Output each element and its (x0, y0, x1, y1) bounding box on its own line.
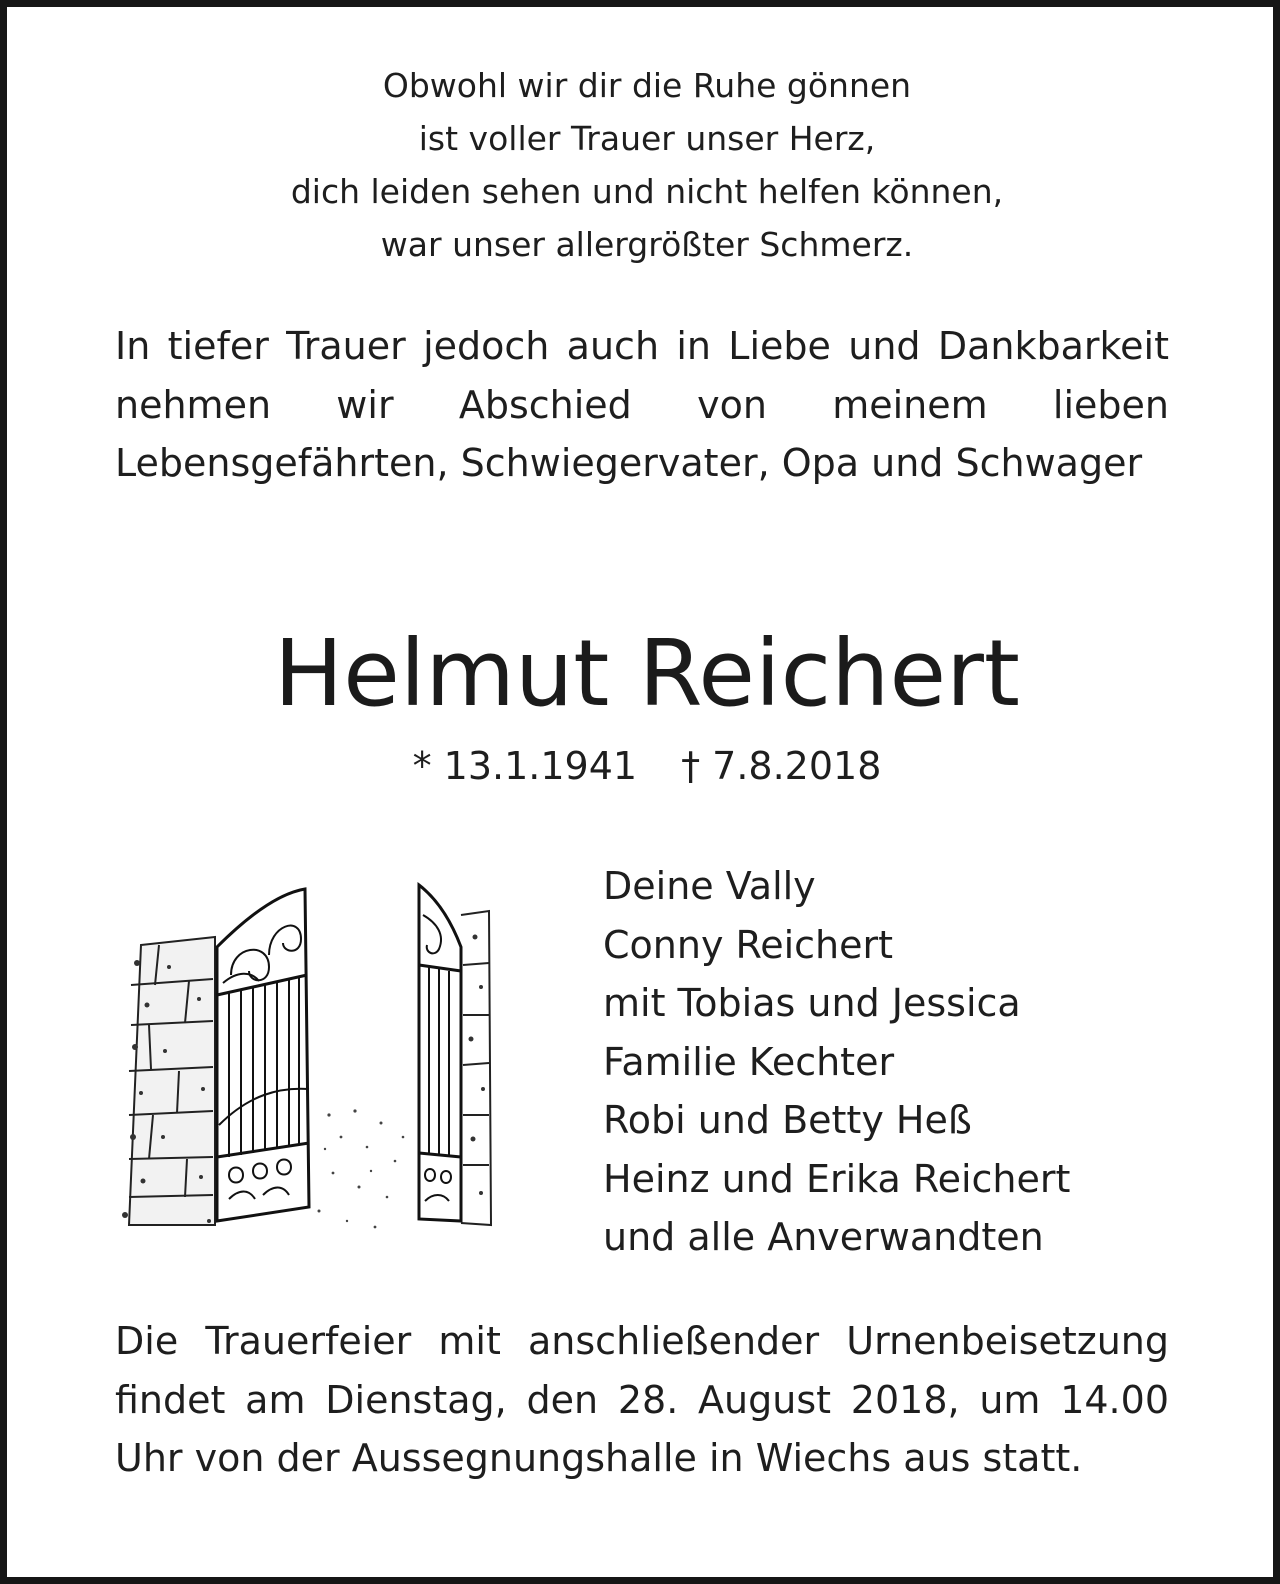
mourner-line: Conny Reichert (603, 922, 894, 967)
life-dates (7, 743, 1280, 789)
poem (7, 59, 1280, 271)
mourner-line: Deine Vally (603, 864, 816, 908)
poem-line: ist voller Trauer unser Herz, (418, 119, 876, 158)
birth-date: * 13.1.1941 (412, 744, 638, 788)
death-date: † 7.8.2018 (681, 744, 882, 788)
poem-line: Obwohl wir dir die Ruhe gönnen (382, 66, 912, 105)
mourner-line: mit Tobias und Jessica (603, 981, 1021, 1025)
intro-text: In tiefer Trauer jedoch auch in Liebe und Dankbarkeit nehmen wir Abschied von meinem lieben Lebensgefährten, Schwiegervater, Opa und Schwager (115, 324, 1169, 485)
mourner-line: Robi und Betty Heß (603, 1098, 972, 1142)
poem-line: dich leiden sehen und nicht helfen können, (290, 172, 1004, 211)
service-announcement: Die Trauerfeier mit anschließender Urnenbeisetzung findet am Dienstag, den 28. August 2018, um 14.00 Uhr von der Aussegnungshalle in Wiechs aus statt. (115, 1319, 1169, 1480)
poem-line: war unser allergrößter Schmerz. (380, 225, 914, 264)
deceased-name: Helmut Reichert (274, 620, 1020, 727)
mourner-line: und alle Anverwandten (603, 1215, 1044, 1259)
mourner-line: Heinz und Erika Reichert (603, 1156, 1071, 1201)
mourners-list (603, 857, 1203, 1267)
open-garden-gate-icon (119, 875, 495, 1243)
mourner-line: Familie Kechter (603, 1039, 895, 1084)
